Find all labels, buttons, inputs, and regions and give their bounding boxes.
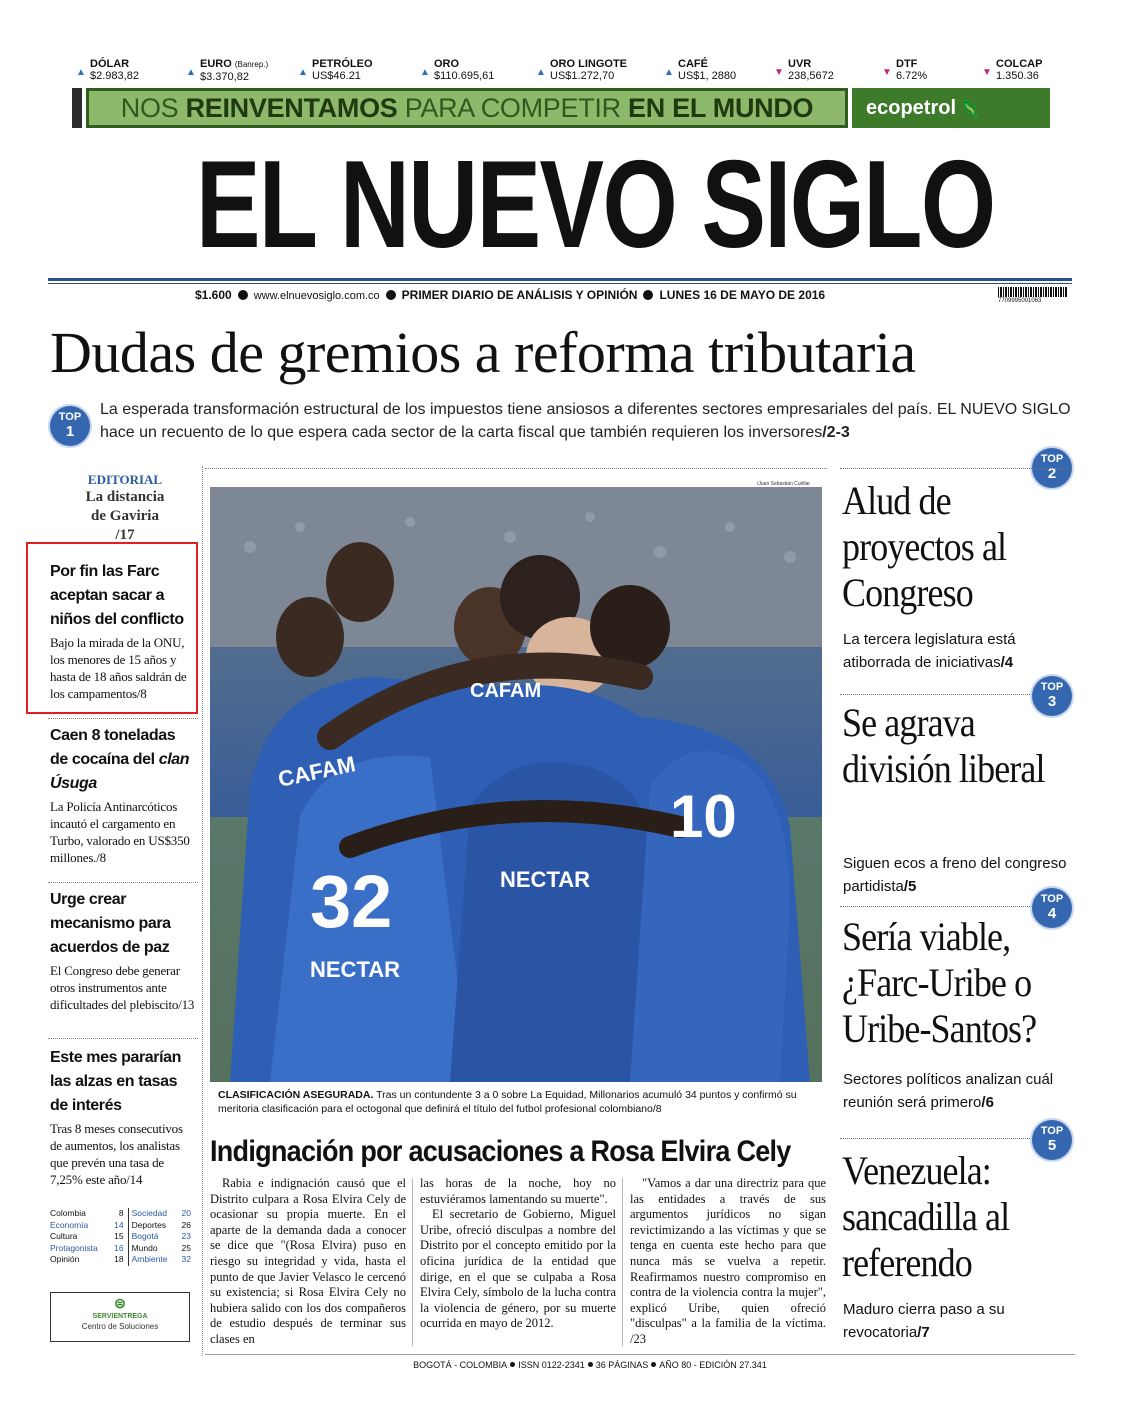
iguana-icon: 🦎 bbox=[960, 101, 980, 118]
masthead-rule bbox=[48, 278, 1072, 281]
column-rule bbox=[622, 1178, 623, 1346]
editorial-box[interactable] bbox=[80, 472, 170, 545]
banner-slogan: NOS REINVENTAMOS PARA COMPETIR EN EL MUNDO bbox=[86, 88, 848, 128]
banner-edge bbox=[72, 88, 82, 128]
ticker-item: ▲ ORO $110.695,61 bbox=[420, 58, 495, 82]
barcode: 7709995001063 bbox=[998, 287, 1068, 305]
photo-caption: CLASIFICACIÓN ASEGURADA. Tras un contundente 3 a 0 sobre La Equidad, Millonarios acumuló 34 puntos y confirmó su meritoria clasificación para el octogonal que definirá el título del futbol profesional colombiano/8 bbox=[218, 1089, 797, 1115]
divider bbox=[48, 718, 198, 719]
svg-text:NECTAR: NECTAR bbox=[500, 867, 591, 892]
story-headline[interactable]: Se agrava división liberal bbox=[842, 700, 1045, 791]
divider bbox=[48, 1038, 198, 1039]
footer: BOGOTÁ - COLOMBIA ISSN 0122-2341 36 PÁGINAS AÑO 80 - EDICIÓN 27.341 bbox=[413, 1360, 767, 1370]
bullet-icon bbox=[510, 1362, 515, 1367]
divider bbox=[48, 882, 198, 883]
story-summary: Maduro cierra paso a su revocatoria/7 bbox=[843, 1301, 1005, 1341]
up-arrow-icon: ▲ bbox=[298, 67, 308, 78]
left-story[interactable] bbox=[50, 888, 195, 1013]
left-story[interactable] bbox=[50, 1046, 195, 1188]
story-headline[interactable]: Indignación por acusaciones a Rosa Elvira Cely bbox=[210, 1135, 791, 1168]
story-summary: El Congreso debe generar otros instrumentos ante dificultades del plebiscito/13 bbox=[50, 963, 195, 1012]
up-arrow-icon: ▲ bbox=[664, 67, 674, 78]
servientrega-ad[interactable]: ⊜ SERVIENTREGA Centro de Soluciones bbox=[50, 1292, 190, 1342]
lead-deck: La esperada transformación estructural de los impuestos tiene ansiosos a diferentes sectores empresariales del país. EL NUEVO SIGLO hace un recuento de lo que espera cada sector de la carta fiscal que también requieren los inversores/2-3 bbox=[100, 401, 1071, 441]
story-column: "Vamos a dar una directriz para que las entidades a través de sus argumentos jurídicos no sigan revictimizando a las víctimas y que se tenga en cuenta este hecho para que nunca más se vuelva a repetir. Reafirmamos nuestro compromiso en contra de la violencia contra la mujer", explicó Uribe, quien ofreció "disculpas" a la familia de la víctima. /23 bbox=[630, 1176, 826, 1346]
ticker-item: ▼ COLCAP 1.350.36 bbox=[982, 58, 1043, 82]
issue-date: LUNES 16 DE MAYO DE 2016 bbox=[659, 288, 826, 302]
svg-text:10: 10 bbox=[670, 783, 737, 850]
ecopetrol-logo: ecopetrol 🦎 bbox=[852, 88, 1050, 128]
website-link[interactable]: www.elnuevosiglo.com.co bbox=[253, 290, 380, 302]
masthead-rule-thin bbox=[48, 283, 1072, 284]
story-summary: Sectores políticos analizan cuál reunión será primero/6 bbox=[843, 1071, 1054, 1111]
story-column: Rabia e indignación causó que el Distrito culpara a Rosa Elvira Cely de ocasionar su propia muerte. En el aparte de la demanda dada a conocer se dice que "(Rosa Elvira) puso en riesgo su integridad y vida, hasta el punto de que Javier Velasco le cercenó su existencia; si Rosa Elvira Cely no hubiera salido con los dos compañeros de estudio después de terminar sus clases en bbox=[210, 1176, 406, 1346]
story-summary: Bajo la mirada de la ONU, los menores de 15 años y hasta de 18 años saldrán de los campamentos/8 bbox=[50, 635, 187, 701]
info-line bbox=[195, 288, 895, 306]
barcode-icon bbox=[998, 287, 1068, 297]
svg-text:CAFAM: CAFAM bbox=[275, 751, 358, 792]
ticker-item: ▲ CAFÉ US$1, 2880 bbox=[664, 58, 737, 82]
section-index: Colombia 8 Sociedad 20 Economía 14 Deportes 26 Cultura 15 Bogotá 23 Protagonista 16 Mundo 25 Opinión 18 Ambiente 32 bbox=[50, 1208, 191, 1265]
divider bbox=[205, 468, 827, 469]
bullet-icon bbox=[643, 290, 653, 300]
story-summary: La tercera legislatura está atiborrada de iniciativas/4 bbox=[843, 631, 1016, 671]
lead-headline[interactable]: Dudas de gremios a reforma tributaria bbox=[50, 320, 916, 385]
column-rule bbox=[412, 1178, 413, 1346]
up-arrow-icon: ▲ bbox=[76, 67, 86, 78]
ticker-item: ▼ DTF 6.72% bbox=[882, 58, 928, 82]
svg-text:CAFAM: CAFAM bbox=[470, 680, 542, 702]
left-story[interactable] bbox=[50, 724, 195, 866]
story-summary: Tras 8 meses consecutivos de aumentos, los analistas que prevén una tasa de 7,25% este año/14 bbox=[50, 1121, 183, 1187]
story-headline: Urge crear mecanismo para acuerdos de paz bbox=[50, 891, 171, 956]
bullet-icon bbox=[651, 1362, 656, 1367]
svg-text:NECTAR: NECTAR bbox=[310, 957, 401, 982]
footer-rule bbox=[205, 1354, 1075, 1355]
ticker-item: ▲ EURO (Banrep.) $3.370,82 bbox=[186, 58, 269, 83]
football-celebration-image bbox=[210, 487, 822, 1082]
down-arrow-icon: ▼ bbox=[882, 67, 892, 78]
story-column: las horas de la noche, hoy no estuviéramos lamentando su muerte". El secretario de Gobierno, Miguel Uribe, ofreció disculpas a nombre del Distrito por el concepto emitido por la oficina jurídica de la entidad que dirige, en el que se culpaba a Rosa Elvira Cely, símbolo de la lucha contra la violencia de género, por su muerte ocurrida en mayo de 2012. bbox=[420, 1176, 616, 1331]
story-headline: Por fin las Farc aceptan sacar a niños del conflicto bbox=[50, 563, 184, 628]
market-ticker bbox=[72, 58, 1062, 88]
masthead: EL NUEVO SIGLO bbox=[195, 136, 995, 274]
bullet-icon bbox=[386, 290, 396, 300]
top-badge: TOP 1 bbox=[50, 406, 90, 446]
story-headline: Este mes pararían las alzas en tasas de interés bbox=[50, 1049, 182, 1114]
down-arrow-icon: ▼ bbox=[774, 67, 784, 78]
up-arrow-icon: ▲ bbox=[186, 67, 196, 78]
ticker-item: ▲ PETRÓLEO US$46.21 bbox=[298, 58, 373, 82]
svg-text:32: 32 bbox=[310, 860, 393, 943]
up-arrow-icon: ▲ bbox=[536, 67, 546, 78]
left-story[interactable] bbox=[50, 560, 195, 702]
down-arrow-icon: ▼ bbox=[982, 67, 992, 78]
lead-photo[interactable] bbox=[210, 487, 822, 1082]
ticker-item: ▲ ORO LINGOTE US$1.272,70 bbox=[536, 58, 627, 82]
banner-ad bbox=[72, 88, 1062, 128]
editorial-label: EDITORIAL bbox=[87, 472, 163, 487]
story-summary: La Policía Antinarcóticos incautó el cargamento en Turbo, valorado en US$350 millones./8 bbox=[50, 799, 190, 865]
story-headline[interactable]: Alud de proyectos al Congreso bbox=[842, 478, 1007, 615]
story-summary: Siguen ecos a freno del congreso partidista/5 bbox=[843, 855, 1067, 895]
story-headline[interactable]: Venezuela: sancadilla al referendo bbox=[842, 1148, 1010, 1285]
bullet-icon bbox=[238, 290, 248, 300]
ticker-item: ▲ DÓLAR $2.983,82 bbox=[76, 58, 139, 82]
up-arrow-icon: ▲ bbox=[420, 67, 430, 78]
column-divider bbox=[202, 466, 203, 1356]
top-badge: TOP 5 bbox=[1032, 1120, 1072, 1160]
editorial-title: La distancia de Gaviria /17 bbox=[85, 489, 165, 543]
divider bbox=[840, 468, 1072, 469]
tagline: PRIMER DIARIO DE ANÁLISIS Y OPINIÓN bbox=[401, 288, 638, 302]
ticker-item: ▼ UVR 238,5672 bbox=[774, 58, 834, 82]
top-badge: TOP 4 bbox=[1032, 888, 1072, 928]
bullet-icon bbox=[588, 1362, 593, 1367]
servientrega-logo-icon: ⊜ bbox=[114, 1295, 126, 1311]
story-headline: Caen 8 toneladas de cocaína del clan Úsuga bbox=[50, 727, 190, 792]
price: $1.600 bbox=[195, 288, 232, 302]
top-badge: TOP 3 bbox=[1032, 676, 1072, 716]
photo-credit: /Juan Sebastián Cuéllar bbox=[757, 481, 811, 487]
top-badge: TOP 2 bbox=[1032, 448, 1072, 488]
story-headline[interactable]: Sería viable, ¿Farc-Uribe o Uribe-Santos? bbox=[842, 914, 1037, 1051]
